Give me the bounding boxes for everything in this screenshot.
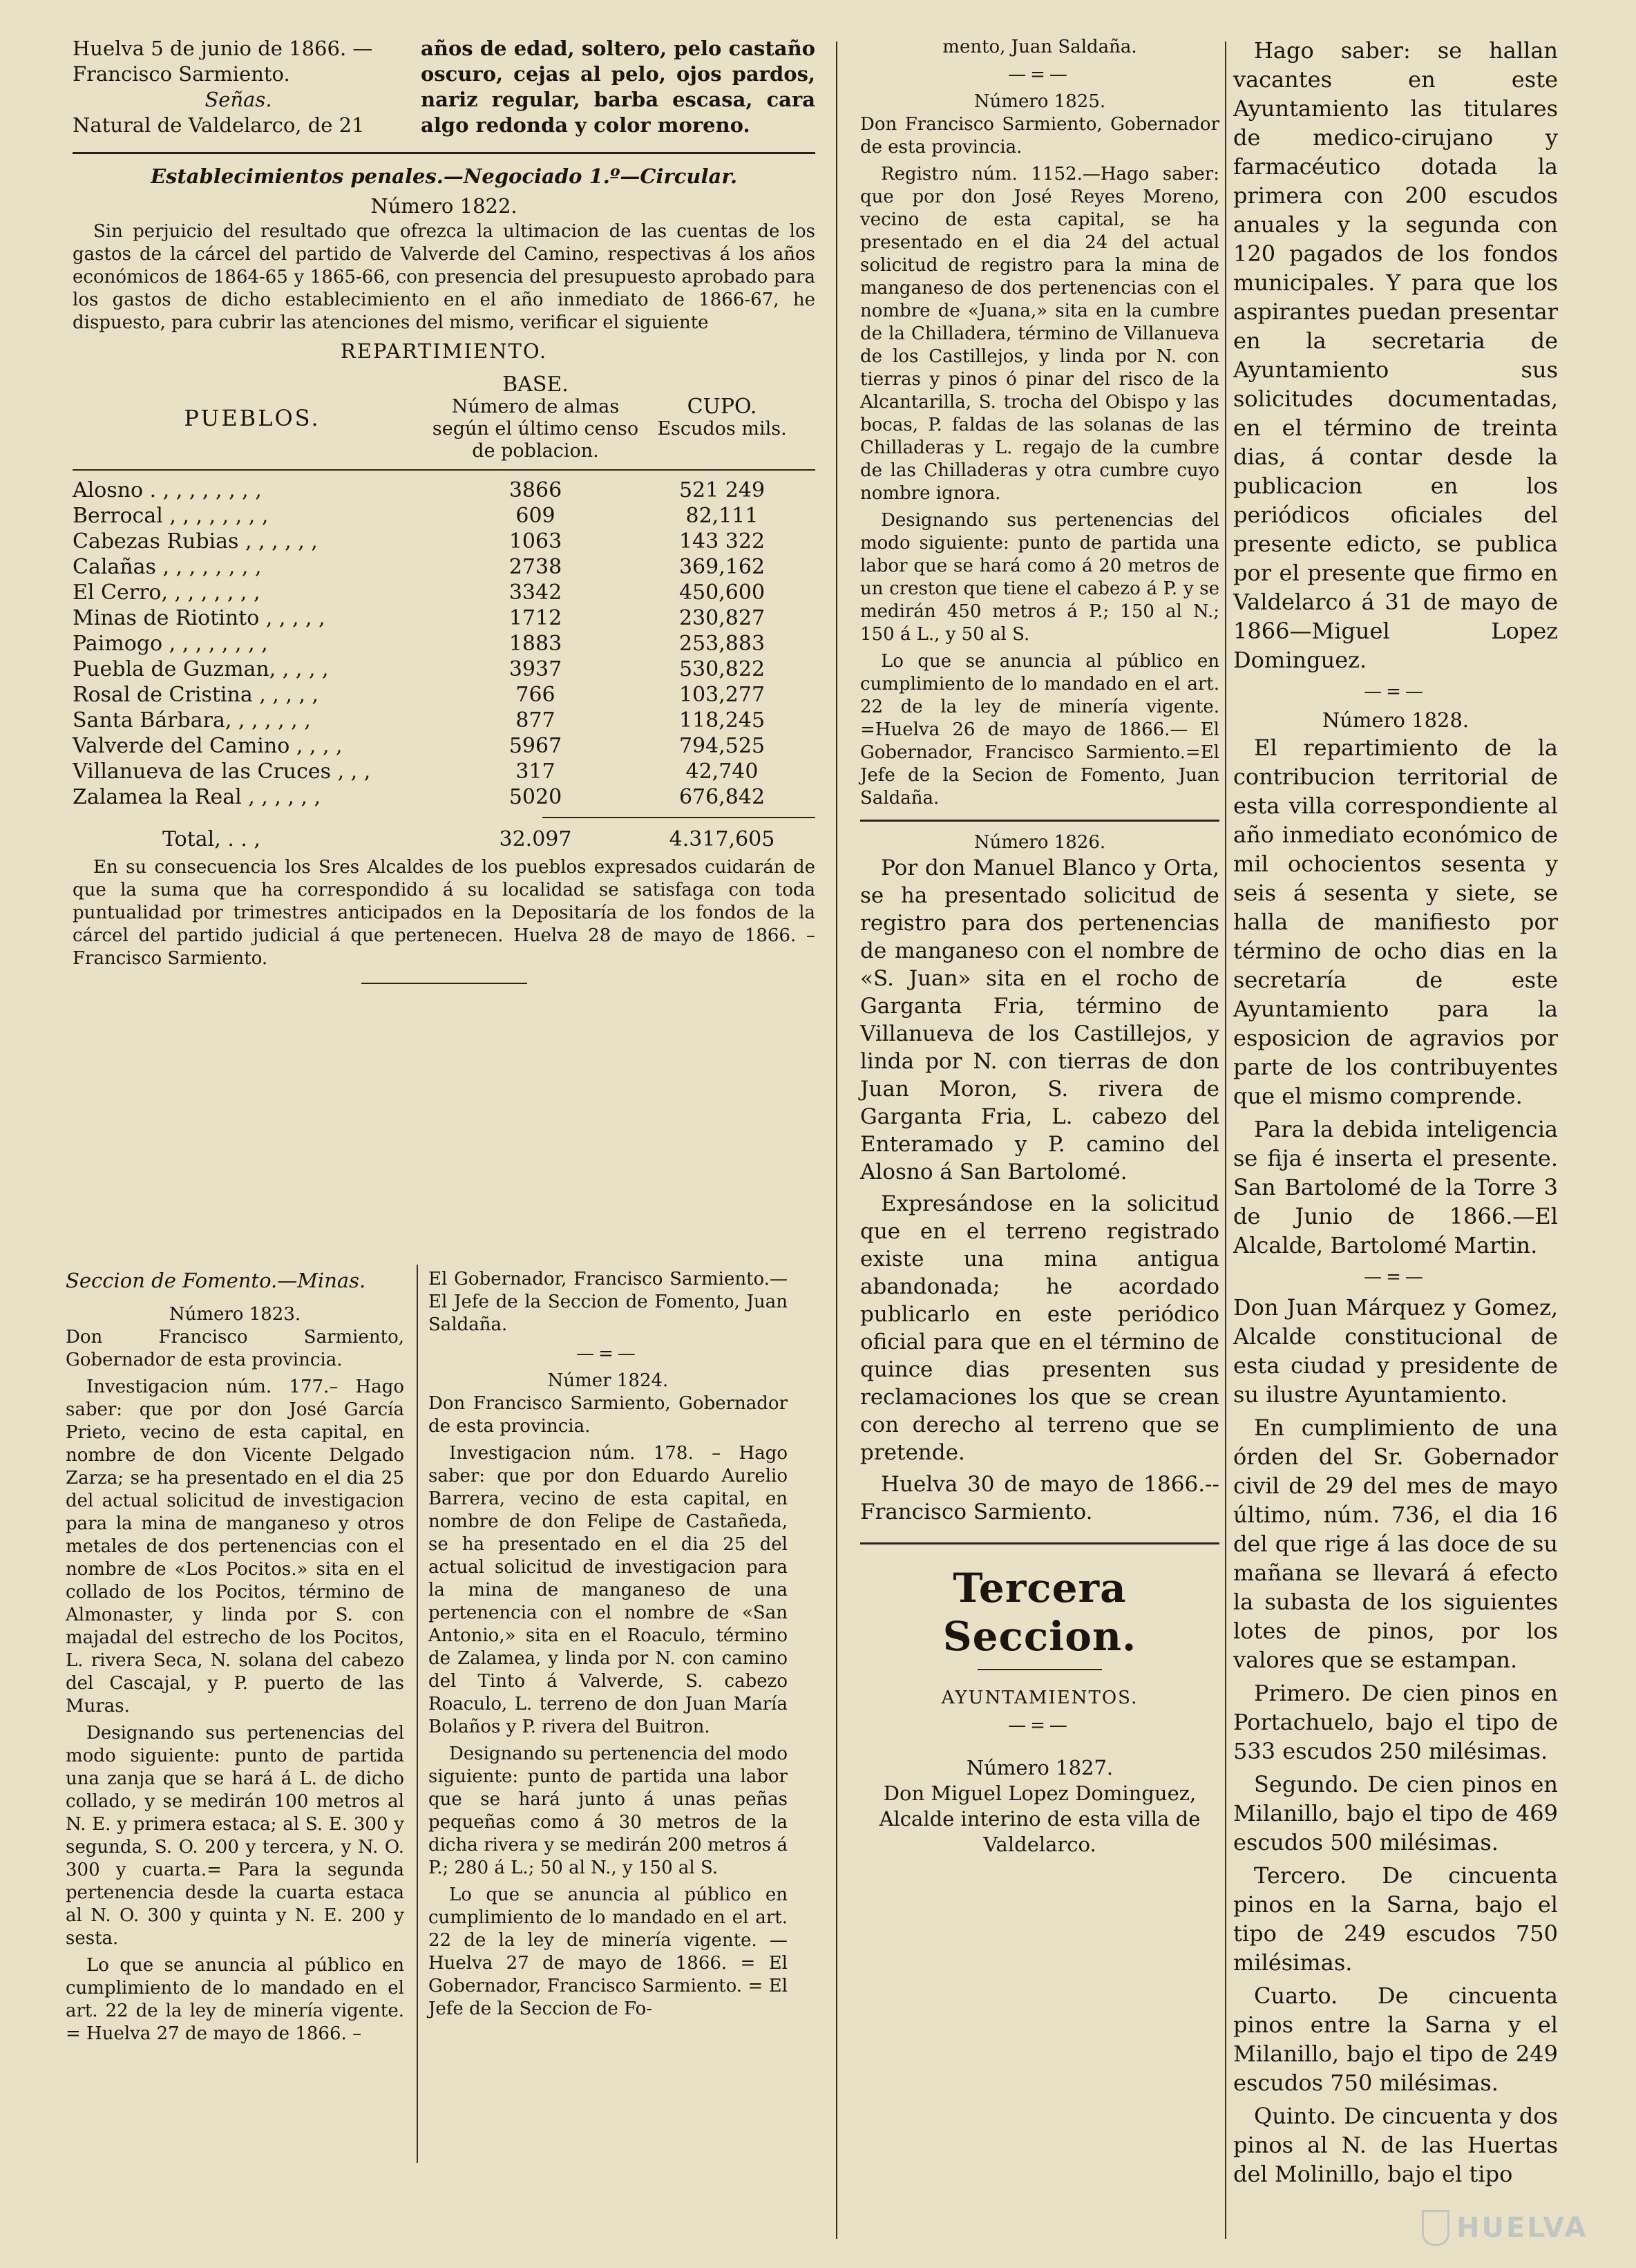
n1825-designando: Designando sus pertenencias del modo siguiente: punto de partida una labor que se hará como á 20 metros de un creston que tiene el cabezo á P. y se medirán 450 metros á P.; 150 al N.; 150 á L., y 50 al S. xyxy=(860,510,1219,645)
table-row xyxy=(73,580,815,605)
left-wide-column xyxy=(73,36,815,996)
base-cell: 1883 xyxy=(508,632,562,656)
n1826-body: Por don Manuel Blanco y Orta, se ha presentado solicitud de registro para dos pertenencias de manganeso con el nombre de «S. Juan» sita en el rocho de Garganta Fria, término de Villanueva de los Castillejos, y linda por N. con tierras de don Juan Moron, S. rivera de Garganta Fria, L. cabezo del Enteramado y P. camino del Alosno á San Bartolomé. xyxy=(860,856,1219,1184)
watermark-text: HUELVA xyxy=(1456,2212,1588,2244)
n1823-number: Número 1823. xyxy=(169,1304,301,1325)
n1823-closing: Lo que se anuncia al público en cumplimiento de lo mandado en el art. 22 de la ley de minería vigente. = Huelva 27 de mayo de 1866. – xyxy=(66,1955,404,2044)
n1827-number: Número 1827. xyxy=(966,1756,1114,1779)
base-cell: 2738 xyxy=(508,555,562,579)
cupo-cell: 103,277 xyxy=(678,683,765,707)
table-body xyxy=(73,478,815,810)
cupo-cell: 230,827 xyxy=(678,606,765,630)
penales-body: Sin perjuicio del resultado que ofrezca la ultimacion de las cuentas de los gastos de la cárcel del partido de Valverde del Camino, respectivas á los años económicos de 1864-65 y 1865-66, con presencia del presupuesto aprobado para los gastos de dicho establecimiento en el año inmediato de 1866-67, he dispuesto, para cubrir las atenciones del mismo, verificar el siguiente xyxy=(73,221,815,333)
cupo-cell: 530,822 xyxy=(678,657,765,681)
pueblo-cell: Alosno . , , , , , , , , xyxy=(73,478,262,502)
archive-watermark xyxy=(1422,2207,1608,2249)
n1825-title: Don Francisco Sarmiento, Gobernador de esta provincia. xyxy=(860,114,1219,158)
column-rule xyxy=(836,41,837,2239)
vacantes-notice: Hago saber: se hallan vacantes en este Ayuntamiento las titulares de medico-cirujano y farmacéutico dotada la primera con 200 escudos anuales y la segunda con 120 pagados de los fondos municipales. Y para que los aspirantes puedan presentar en la secretaria de Ayuntamiento sus solicitudes documentadas, en el término de treinta dias, á contar desde la publicacion en los periódicos oficiales del presente edicto, se publica por el presente que firmo en Valdelarco á 31 de mayo de 1866—Miguel Lopez Dominguez. xyxy=(1233,37,1558,673)
n1823-body: Investigacion núm. 177.– Hago saber: que por don José García Prieto, vecino de esta capital, en nombre de don Vicente Delgado Zarza; se ha presentado en el dia 25 del actual solicitud de investigacion para la mina de manganeso y otros metales de dos pertenencias con el nombre de «Los Pocitos.» sita en el collado de los Pocitos, término de Almonaster, y linda por S. con majadal del estrecho de los Pocitos, L. rivera Seca, N. solana del cabezo del Cascajal, y P. puerto de las Muras. xyxy=(66,1377,404,1717)
pueblo-cell: Santa Bárbara, , , , , , , xyxy=(73,708,311,733)
table-row xyxy=(73,656,815,682)
cupo-cell: 253,883 xyxy=(678,632,765,656)
n1826-closing: Expresándose en la solicitud que en el terreno registrado existe una mina antigua abandonada; he acordado publicarlo en este periódico oficial para que en el término de quince dias presenten sus reclamaciones los que se crean con derecho al terreno que se pretende. xyxy=(860,1191,1219,1465)
column-rule xyxy=(417,1265,418,2163)
n1828-number: Número 1828. xyxy=(1322,708,1469,732)
table-row xyxy=(73,605,815,631)
short-divider xyxy=(978,1669,1102,1670)
col-base-subtitle: Número de almas según el último censo de poblacion. xyxy=(432,396,639,462)
n1825-number: Número 1825. xyxy=(973,91,1106,112)
n1824-body: Investigacion núm. 178. – Hago saber: que por don Eduardo Aurelio Barrera, vecino de esta capital, en nombre de don Felipe de Castañeda, se ha presentado en el dia 25 del actual solicitud de investigacion para la mina de manganeso de una pertenencia con el nombre de «San Antonio,» sita en el Roaculo, término de Zalamea, y linda por N. con camino del Tinto á Valverde, S. cabezo Roaculo, L. terreno de don Juan María Bolaños y P. rivera del Buitron. xyxy=(428,1443,788,1737)
col-base-header xyxy=(432,374,639,462)
fomento-column-b xyxy=(428,1268,788,2025)
shield-icon xyxy=(1422,2210,1449,2246)
cupo-cell: 82,111 xyxy=(685,504,759,528)
table-row xyxy=(73,733,815,759)
lote-segundo: Segundo. De cien pinos en Milanillo, bajo el tipo de 469 escudos 500 milésimas. xyxy=(1233,1771,1558,1855)
separator: —=— xyxy=(576,1343,640,1364)
base-cell: 1063 xyxy=(508,529,562,554)
tercera-seccion-title: Tercera Seccion. xyxy=(942,1565,1137,1660)
n1825-body: Registro núm. 1152.—Hago saber: que por don José Reyes Moreno, vecino de esta capital, se ha presentado en el dia 24 del actual solicitud de registro para la mina de manganeso de dos pertenencias con el nombre de «Juana,» sita en la cumbre de la Chilladera, término de Villanueva de los Castillejos, y linda por N. con tierras y pinos ó pinar del risco de la Alcantarilla, S. trocha del Obispo y las bocas, P. faldas de las solanas de las Chilladeras y L. regajo de la cumbre de las Chilladeras y otra cumbre cuyo nombre ignora. xyxy=(860,164,1219,504)
n1823-title: Don Francisco Sarmiento, Gobernador de esta provincia. xyxy=(66,1327,404,1370)
column-rule xyxy=(1225,41,1226,2239)
total-label: Total, . . , xyxy=(162,827,261,851)
pueblo-cell: El Cerro, , , , , , , , xyxy=(73,580,260,605)
lote-cuarto: Cuarto. De cincuenta pinos entre la Sarna y el Milanillo, bajo el tipo de 249 escudos 750 milésimas. xyxy=(1233,1983,1558,2096)
table-row xyxy=(73,784,815,810)
n1826-signed: Huelva 30 de mayo de 1866.--Francisco Sarmiento. xyxy=(860,1472,1219,1524)
n1828-body: El repartimiento de la contribucion territorial de esta villa correspondiente al año inmediato económico de mil ochocientos sesenta y seis á sesenta y siete, se halla de manifiesto por término de ocho dias en la secretaría de este Ayuntamiento para la esposicion de agravios por parte de los contribuyentes que el mismo comprende. xyxy=(1233,735,1558,1109)
pueblo-cell: Villanueva de las Cruces , , , xyxy=(73,759,371,784)
cupo-cell: 369,162 xyxy=(678,555,765,579)
n1824-number: Númer 1824. xyxy=(547,1370,669,1391)
pueblo-cell: Berrocal , , , , , , , , xyxy=(73,504,269,528)
separator: —=— xyxy=(1008,1715,1072,1736)
lote-quinto: Quinto. De cincuenta y dos pinos al N. de las Huertas del Molinillo, bajo el tipo xyxy=(1233,2103,1558,2187)
total-row xyxy=(73,826,815,852)
table-row xyxy=(73,503,815,529)
penales-closing: En su consecuencia los Sres Alcaldes de los pueblos expresados cuidarán de que la suma que ha correspondido á su localidad se satisfaga con toda puntualidad por trimestres anticipados en la Depositaría de los fondos de la cárcel del partido judicial á que pertenecen. Huelva 28 de mayo de 1866. – Francisco Sarmiento. xyxy=(73,857,815,969)
header-left xyxy=(73,36,404,142)
table-row xyxy=(73,759,815,784)
base-cell: 766 xyxy=(515,683,555,707)
pueblo-cell: Valverde del Camino , , , , xyxy=(73,734,343,758)
column-4 xyxy=(1233,36,1558,2193)
cupo-cell: 118,245 xyxy=(678,708,765,733)
table-row xyxy=(73,554,815,580)
divider xyxy=(860,1542,1219,1544)
header-line-3: Natural de Valdelarco, de 21 xyxy=(73,113,365,137)
n1826-number: Número 1826. xyxy=(973,832,1106,853)
col-cupo-title: CUPO. xyxy=(687,395,757,419)
penales-number: Número 1822. xyxy=(370,194,517,218)
base-cell: 877 xyxy=(515,708,555,733)
divider xyxy=(860,820,1219,822)
n1823-designando: Designando sus pertenencias del modo siguiente: punto de partida una zanja que se hará á L. de dicho collado, y se medirán 100 metros al N. E. y primera estaca; al S. E. 300 y segunda, S. O. 200 y tercera, y N. O. 300 y cuarta.= Para la segunda pertenencia desde la cuarta estaca al N. O. 300 y quinta y N. E. 200 y sesta. xyxy=(66,1723,404,1949)
column-3 xyxy=(860,36,1219,1862)
table-row xyxy=(73,631,815,656)
table-header-rule xyxy=(73,469,815,471)
cupo-cell: 521 249 xyxy=(678,478,765,502)
section-divider xyxy=(73,152,815,154)
base-cell: 5967 xyxy=(508,734,562,758)
short-divider xyxy=(361,983,527,984)
pueblo-cell: Zalamea la Real , , , , , , xyxy=(73,785,321,809)
table-row xyxy=(73,682,815,708)
pueblo-cell: Cabezas Rubias , , , , , , xyxy=(73,529,318,554)
base-cell: 5020 xyxy=(508,785,562,809)
marquez-body: En cumplimiento de una órden del Sr. Gobernador civil de 29 del mes de mayo último, núm. 736, el dia 16 del que rige á las doce de su mañana se llevará á efecto la subasta de los siguientes lotes de pinos, por los valores que se estampan. xyxy=(1233,1415,1558,1673)
base-cell: 1712 xyxy=(508,606,562,630)
total-cupo: 4.317,605 xyxy=(669,827,775,851)
table-header xyxy=(73,374,815,462)
pueblo-cell: Paimogo , , , , , , , , xyxy=(73,632,268,656)
n1824-designando: Designando su pertenencia del modo siguiente: punto de partida una labor que se hará junto á unas peñas pequeñas como á 30 metros de la dicha rivera y se medirán 200 metros á P.; 280 á L.; 50 al N., y 150 al S. xyxy=(428,1743,788,1878)
base-cell: 3342 xyxy=(508,580,562,605)
base-cell: 317 xyxy=(515,759,555,784)
repartimiento-table xyxy=(73,374,815,852)
base-cell: 3866 xyxy=(508,478,562,502)
n1824-closing: Lo que se anuncia al público en cumplimiento de lo mandado en el art. 22 de la ley de minería vigente. —Huelva 27 de mayo de 1866. = El Gobernador, Francisco Sarmiento. = El Jefe de la Seccion de Fo- xyxy=(428,1884,788,2019)
table-row xyxy=(73,478,815,503)
header-right xyxy=(421,36,815,142)
table-row xyxy=(73,529,815,554)
col-cupo-header xyxy=(639,396,805,440)
header-block xyxy=(73,36,815,142)
col3-top-signed: mento, Juan Saldaña. xyxy=(942,37,1137,57)
table-title: REPARTIMIENTO. xyxy=(340,339,548,363)
separator: —=— xyxy=(1364,681,1427,702)
total-base: 32.097 xyxy=(499,827,572,851)
col-cupo-subtitle: Escudos mils. xyxy=(657,418,787,440)
cupo-cell: 143 322 xyxy=(678,529,765,554)
n1827-title: Don Miguel Lopez Dominguez, Alcalde interino de esta villa de Valdelarco. xyxy=(879,1782,1201,1856)
base-cell: 3937 xyxy=(508,657,562,681)
pueblo-cell: Calañas , , , , , , , , xyxy=(73,555,262,579)
n1825-closing: Lo que se anuncia al público en cumplimiento de lo mandado en el art. 22 de la ley de minería vigente. =Huelva 26 de mayo de 1866.— El Gobernador, Francisco Sarmiento.=El Jefe de la Secion de Fomento, Juan Saldaña. xyxy=(860,651,1219,809)
cupo-cell: 676,842 xyxy=(678,785,765,809)
col-base-title: BASE. xyxy=(502,372,569,397)
pueblo-cell: Rosal de Cristina , , , , , xyxy=(73,683,319,707)
base-cell: 609 xyxy=(515,504,555,528)
cupo-cell: 42,740 xyxy=(685,759,759,784)
n1824-title: Don Francisco Sarmiento, Gobernador de esta provincia. xyxy=(428,1393,788,1437)
n1823-signed: El Gobernador, Francisco Sarmiento.—El Jefe de la Seccion de Fomento, Juan Saldaña. xyxy=(428,1269,788,1335)
marquez-title: Don Juan Márquez y Gomez, Alcalde constitucional de esta ciudad y presidente de su ilustre Ayuntamiento. xyxy=(1233,1294,1558,1408)
header-right-text: años de edad, soltero, pelo castaño oscuro, cejas al pelo, ojos pardos, nariz regular, barba escasa, cara algo redonda y color moreno. xyxy=(421,37,815,137)
header-line-2: Francisco Sarmiento. xyxy=(73,62,290,86)
lote-primero: Primero. De cien pinos en Portachuelo, bajo el tipo de 533 escudos 250 milésimas. xyxy=(1233,1680,1558,1764)
header-line-1: Huelva 5 de junio de 1866. — xyxy=(73,37,373,60)
fomento-heading: Seccion de Fomento.—Minas. xyxy=(66,1269,366,1292)
fomento-column-a xyxy=(66,1268,404,2050)
separator: —=— xyxy=(1008,64,1072,85)
cupo-cell: 794,525 xyxy=(678,734,765,758)
separator: —=— xyxy=(1364,1267,1427,1287)
ayuntamientos-heading: AYUNTAMIENTOS. xyxy=(941,1688,1139,1708)
pueblo-cell: Minas de Riotinto , , , , , xyxy=(73,606,325,630)
lote-tercero: Tercero. De cincuenta pinos en la Sarna, bajo el tipo de 249 escudos 750 milésimas. xyxy=(1233,1862,1558,1976)
pueblo-cell: Puebla de Guzman, , , , , xyxy=(73,657,329,681)
col-pueblos-header: PUEBLOS. xyxy=(184,405,321,431)
senas-title: Señas. xyxy=(204,88,272,111)
total-rule xyxy=(542,817,815,818)
n1828-closing: Para la debida inteligencia se fija é inserta el presente. San Bartolomé de la Torre 3 de Junio de 1866.—El Alcalde, Bartolomé Martin. xyxy=(1233,1116,1558,1258)
penales-heading: Establecimientos penales.—Negociado 1.º—Circular. xyxy=(150,164,738,188)
table-row xyxy=(73,708,815,733)
cupo-cell: 450,600 xyxy=(678,580,765,605)
